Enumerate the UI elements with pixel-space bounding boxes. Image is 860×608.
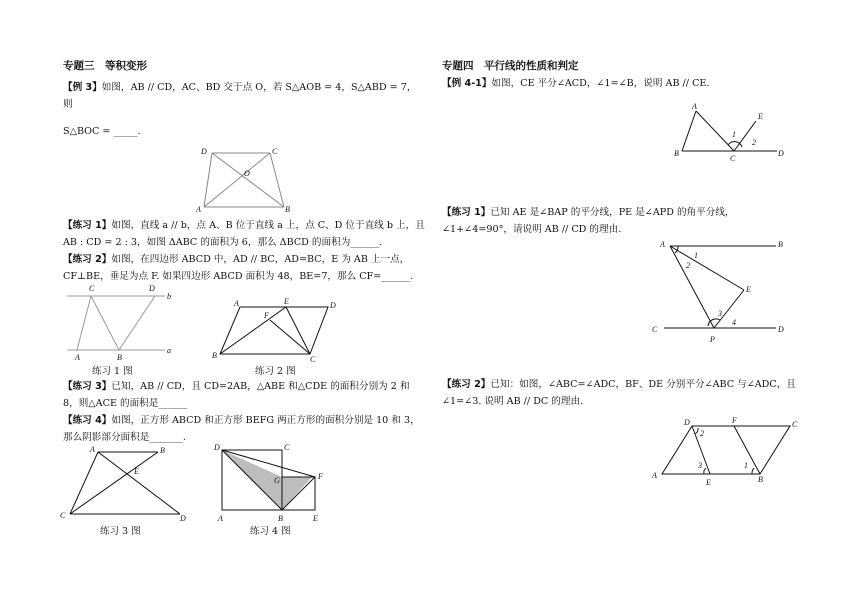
rp2-label-D: D — [684, 418, 690, 427]
fig1-label-a: a — [167, 346, 171, 355]
ex41-label-E: E — [758, 112, 763, 121]
left-column — [63, 58, 425, 140]
rp1-label-B: B — [778, 240, 783, 249]
rp1-label-1: 1 — [694, 251, 698, 260]
fig2-label-F: F — [264, 311, 269, 320]
rp2-label-1: 1 — [744, 461, 748, 470]
ex41-label-2: 2 — [752, 138, 756, 147]
practice-1 — [63, 217, 425, 251]
fig4-label-E: E — [313, 514, 318, 523]
example-3-figure — [196, 145, 296, 215]
right-column — [442, 58, 800, 92]
fig3-label-C: C — [60, 511, 66, 520]
fig3-label-D: D — [180, 514, 186, 523]
rp2-label-E: E — [706, 478, 711, 487]
practice-2-caption: 练习 2 图 — [255, 366, 296, 377]
ex41-label-B: B — [674, 149, 679, 158]
rp1-label-3: 3 — [718, 309, 722, 318]
example-4-1-figure — [672, 101, 792, 163]
practice-3-figure — [58, 444, 193, 524]
practice-2-figure — [210, 296, 340, 364]
example-4-1-tag: 【例 4-1】 — [442, 78, 492, 89]
example-3 — [63, 79, 425, 113]
ex41-label-D: D — [778, 149, 784, 158]
right-practice-2-figure — [650, 414, 810, 490]
rp1-label-D: D — [778, 325, 784, 334]
ex3-label-C: C — [272, 147, 278, 156]
practice-1-2-block — [63, 217, 425, 285]
rp2-label-C: C — [792, 420, 798, 429]
practice-4-tag: 【练习 4】 — [63, 415, 112, 426]
fig2-label-C: C — [310, 355, 316, 364]
right-practice-1 — [442, 204, 800, 238]
ex3-label-D: D — [201, 147, 207, 156]
section-title-4: 专题四 平行线的性质和判定 — [442, 60, 579, 72]
rp1-label-A: A — [660, 240, 665, 249]
right-practice-2-text: 已知：如图，∠ABC=∠ADC，BF、DE 分别平分∠ABC 与∠ADC，且∠1=∠3. 说明 AB // DC 的理由. — [442, 379, 796, 407]
right-practice-1-tag: 【练习 1】 — [442, 207, 491, 218]
fig1-label-b: b — [167, 292, 171, 301]
rp1-label-2: 2 — [686, 261, 690, 270]
example-3-text: 如图，AB // CD，AC、BD 交于点 O，若 S△AOB = 4，S△ABD = 7，则 — [63, 82, 417, 110]
right-practice-2-para — [442, 376, 800, 410]
practice-3-tag: 【练习 3】 — [63, 381, 112, 392]
ex41-label-A: A — [692, 102, 697, 111]
ex41-label-C: C — [730, 154, 736, 163]
section-title-3: 专题三 等积变形 — [63, 60, 147, 72]
fig2-label-E: E — [284, 297, 289, 306]
practice-1-caption: 练习 1 图 — [92, 366, 133, 377]
rp1-label-4: 4 — [732, 318, 736, 327]
practice-2-tag: 【练习 2】 — [63, 254, 112, 265]
practice-4-caption: 练习 4 图 — [250, 526, 291, 537]
ex41-label-1: 1 — [732, 130, 736, 139]
practice-3-text: 已知，AB // CD，且 CD=2AB，△ABE 和△CDE 的面积分别为 2 和 8，则△ACE 的面积是______ — [63, 381, 410, 409]
ex3-label-A: A — [196, 205, 201, 214]
fig4-label-F: F — [318, 472, 323, 481]
fig1-label-C: C — [89, 284, 95, 293]
example-4-1-text: 如图，CE 平分∠ACD，∠1=∠B，说明 AB // CE. — [491, 78, 710, 89]
fig2-label-B: B — [212, 351, 217, 360]
fig4-label-B: B — [278, 514, 283, 523]
practice-4-text: 如图，正方形 ABCD 和正方形 BEFG 两正方形的面积分别是 10 和 3，那么阴影部分面积是_______. — [63, 415, 420, 443]
ex3-label-O: O — [244, 169, 250, 178]
practice-2 — [63, 251, 425, 285]
right-practice-1-figure — [648, 238, 798, 346]
fig3-label-B: B — [160, 446, 165, 455]
fig4-label-G: G — [274, 476, 280, 485]
practice-3 — [63, 378, 425, 412]
fig2-label-D: D — [330, 301, 336, 310]
practice-3-4-block — [63, 378, 425, 446]
rp2-label-B: B — [758, 475, 763, 484]
rp2-label-A: A — [652, 471, 657, 480]
rp1-label-C: C — [652, 325, 658, 334]
practice-2-text: 如图，在四边形 ABCD 中，AD // BC，AD=BC，E 为 AB 上一点，CF⊥BE，垂足为点 F. 如果四边形 ABCD 面积为 48，BE=7，那么 CF=______. — [63, 254, 414, 282]
example-3-tag: 【例 3】 — [63, 82, 102, 93]
fig1-label-D: D — [149, 284, 155, 293]
rp2-label-3: 3 — [698, 461, 702, 470]
example-4-1 — [442, 75, 800, 92]
fig1-label-A: A — [75, 353, 80, 362]
practice-4-figure — [214, 440, 334, 526]
rp2-label-F: F — [732, 416, 737, 425]
practice-1-figure — [63, 282, 183, 364]
right-practice-1-para — [442, 204, 800, 238]
rp2-label-2: 2 — [700, 429, 704, 438]
right-practice-1-text: 已知 AE 是∠BAP 的平分线，PE 是∠APD 的角平分线，∠1+∠4=90°，请说明 AB // CD 的理由. — [442, 207, 735, 235]
fig3-label-E: E — [134, 467, 139, 476]
right-practice-2 — [442, 376, 800, 410]
rp1-label-E: E — [746, 285, 751, 294]
practice-1-text: 如图，直线 a // b，点 A、B 位于直线 a 上，点 C、D 位于直线 b 上，且 AB : CD = 2 : 3，如图 ΔABC 的面积为 6，那么 ΔBCD 的面积为______. — [63, 220, 425, 248]
rp1-label-P: P — [710, 335, 715, 344]
right-practice-2-tag: 【练习 2】 — [442, 379, 491, 390]
fig1-label-B: B — [117, 353, 122, 362]
fig3-label-A: A — [90, 445, 95, 454]
example-3-answer: S△BOC = _____. — [63, 126, 141, 137]
fig4-label-D: D — [214, 443, 220, 452]
practice-1-tag: 【练习 1】 — [63, 220, 112, 231]
practice-3-caption: 练习 3 图 — [100, 526, 141, 537]
ex3-label-B: B — [285, 205, 290, 214]
fig4-label-A: A — [218, 514, 223, 523]
fig2-label-A: A — [234, 299, 239, 308]
fig4-label-C: C — [284, 443, 290, 452]
